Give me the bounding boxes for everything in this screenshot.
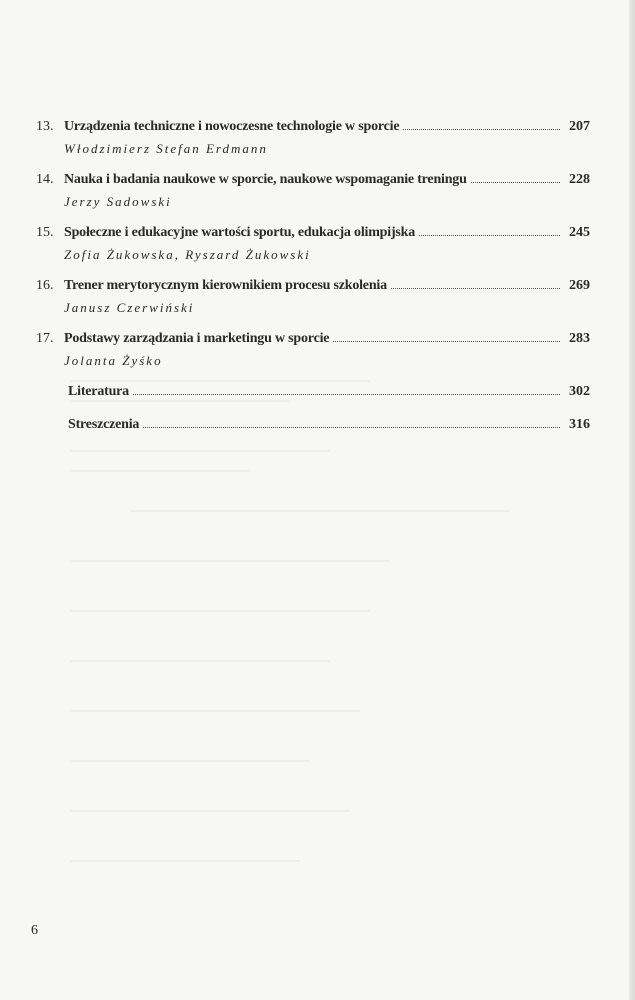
toc-entry-literatura[interactable] bbox=[36, 382, 590, 402]
dot-leader bbox=[143, 426, 560, 428]
entry-title[interactable]: Streszczenia bbox=[68, 417, 140, 432]
toc-entry[interactable] bbox=[36, 223, 590, 264]
entry-title[interactable]: Nauka i badania naukowe w sporcie, naukowe wspomaganie treningu bbox=[64, 172, 467, 187]
table-of-contents bbox=[36, 117, 590, 448]
entry-page: 207 bbox=[569, 119, 590, 134]
entry-number: 13. bbox=[36, 119, 54, 134]
toc-entry[interactable] bbox=[36, 276, 590, 317]
entry-page: 316 bbox=[569, 417, 590, 432]
entry-number: 15. bbox=[36, 225, 54, 240]
dot-leader bbox=[403, 128, 560, 130]
dot-leader bbox=[333, 340, 560, 342]
entry-number: 16. bbox=[36, 278, 54, 293]
entry-page: 245 bbox=[569, 225, 590, 240]
dot-leader bbox=[471, 181, 560, 183]
entry-title[interactable]: Społeczne i edukacyjne wartości sportu, edukacja olimpijska bbox=[64, 225, 416, 240]
entry-author: Zofia Żukowska, Ryszard Żukowski bbox=[64, 247, 311, 262]
entry-author: Włodzimierz Stefan Erdmann bbox=[64, 141, 268, 156]
dot-leader bbox=[419, 234, 560, 236]
page-edge bbox=[629, 0, 635, 1000]
show-through-texture bbox=[60, 370, 590, 890]
entry-page: 283 bbox=[569, 331, 590, 346]
entry-author: Jerzy Sadowski bbox=[64, 194, 172, 209]
toc-entry[interactable] bbox=[36, 329, 590, 370]
page-number: 6 bbox=[31, 923, 38, 938]
entry-page: 228 bbox=[569, 172, 590, 187]
entry-page: 302 bbox=[569, 384, 590, 399]
entry-page: 269 bbox=[569, 278, 590, 293]
entry-author: Janusz Czerwiński bbox=[64, 300, 195, 315]
dot-leader bbox=[133, 393, 560, 395]
toc-entry-streszczenia[interactable] bbox=[36, 415, 590, 435]
entry-title[interactable]: Podstawy zarządzania i marketingu w sporcie bbox=[64, 331, 330, 346]
entry-title[interactable]: Literatura bbox=[68, 384, 129, 399]
entry-title[interactable]: Urządzenia techniczne i nowoczesne technologie w sporcie bbox=[64, 119, 400, 134]
entry-number: 17. bbox=[36, 331, 54, 346]
entry-number: 14. bbox=[36, 172, 54, 187]
entry-title[interactable]: Trener merytorycznym kierownikiem procesu szkolenia bbox=[64, 278, 387, 293]
toc-entry[interactable] bbox=[36, 117, 590, 158]
entry-author: Jolanta Żyśko bbox=[64, 353, 163, 368]
dot-leader bbox=[391, 287, 560, 289]
toc-entry[interactable] bbox=[36, 170, 590, 211]
